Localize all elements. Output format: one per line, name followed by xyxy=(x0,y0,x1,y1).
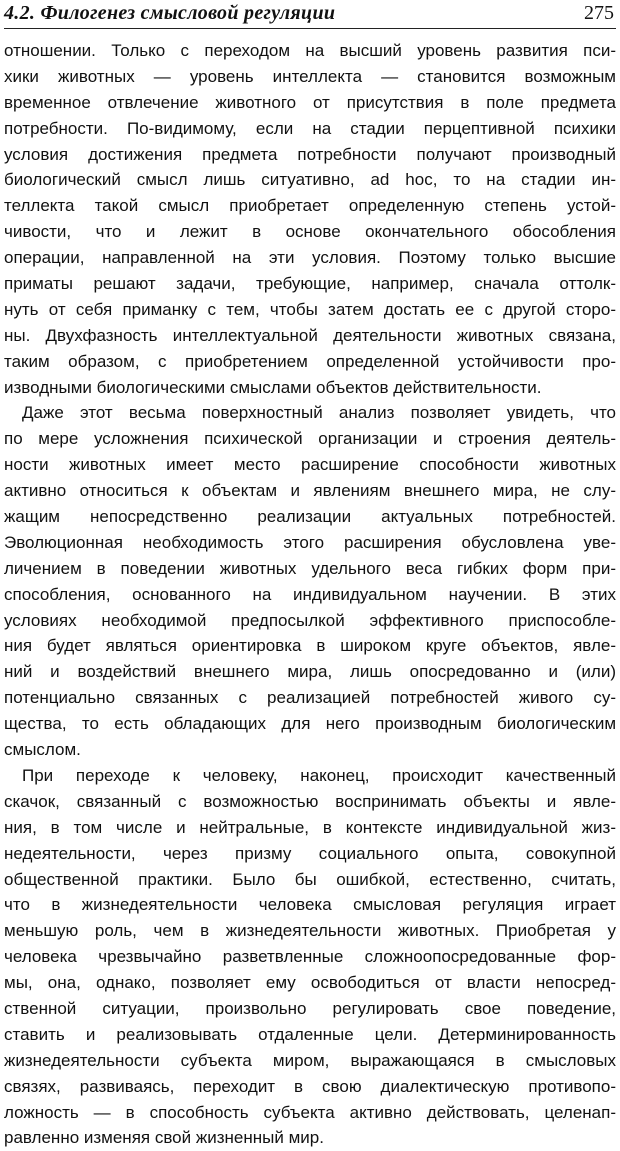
text-line: При переходе к человеку, наконец, происходит качественный xyxy=(22,765,616,785)
text-line: активно относиться к объектам и явлениям внешнего мира, не слу- xyxy=(4,481,616,501)
text-line: человека чрезвычайно разветвленные сложноопосредованные фор- xyxy=(4,947,616,967)
text-line: чивости, что и лежит в основе окончательного обособления xyxy=(4,222,616,242)
text-line: скачок, связанный с возможностью воспринимать объекты и явле- xyxy=(4,791,616,811)
text-line: приматы решают задачи, требующие, например, сначала оттолк- xyxy=(4,274,616,294)
text-line: недеятельности, через призму социального опыта, совокупной xyxy=(4,843,616,863)
text-line: условиях необходимой предпосылкой эффективного приспособле- xyxy=(4,610,616,630)
text-line: мы, она, однако, позволяет ему освободиться от власти непосред- xyxy=(4,973,616,993)
text-line: ложность — в способность субъекта активно действовать, целенап- xyxy=(4,1102,616,1122)
running-header xyxy=(4,2,616,29)
text-line: теллекта такой смысл приобретает определенную степень устой- xyxy=(4,196,616,216)
text-line: ний и воздействий внешнего мира, лишь опосредованно и (или) xyxy=(4,662,616,682)
text-line: по мере усложнения психической организации и строения деятель- xyxy=(4,429,616,449)
text-line: что в жизнедеятельности человека смысловая регуляция играет xyxy=(4,895,616,915)
text-line: жащим непосредственно реализации актуальных потребностей. xyxy=(4,507,616,527)
text-line: условия достижения предмета потребности получают производный xyxy=(4,144,616,164)
text-line: Эволюционная необходимость этого расширения обусловлена уве- xyxy=(4,532,616,552)
page-number: 275 xyxy=(584,2,614,24)
text-line: хики животных — уровень интеллекта — становится возможным xyxy=(4,66,616,86)
text-line: меньшую роль, чем в жизнедеятельности животных. Приобретая у xyxy=(4,921,616,941)
text-line: связях, развиваясь, переходит в свою диалектическую противопо- xyxy=(4,1076,616,1096)
text-line: ния будет являться ориентировка в широком круге объектов, явле- xyxy=(4,636,616,656)
text-line: изводными биологическими смыслами объектов действительности. xyxy=(4,377,542,397)
text-line: Даже этот весьма поверхностный анализ позволяет увидеть, что xyxy=(22,403,616,423)
text-line: операции, направленной на эти условия. Поэтому только высшие xyxy=(4,248,616,268)
text-line: жизнедеятельности субъекта миром, выражающаяся в смысловых xyxy=(4,1050,616,1070)
text-line: ны. Двухфазность интеллектуальной деятельности животных связана, xyxy=(4,325,616,345)
text-line: нуть от себя приманку с тем, чтобы затем достать ее с другой сторо- xyxy=(4,299,616,319)
text-line: ставить и реализовывать отдаленные цели. Детерминированность xyxy=(4,1024,616,1044)
text-line: биологический смысл лишь ситуативно, ad hoc, то на стадии ин- xyxy=(4,170,616,190)
text-line: ности животных имеет место расширение способности животных xyxy=(4,455,616,475)
text-line: общественной практики. Было бы ошибкой, естественно, считать, xyxy=(4,869,616,889)
text-line: временное отвлечение животного от присутствия в поле предмета xyxy=(4,92,616,112)
text-line: отношении. Только с переходом на высший уровень развития пси- xyxy=(4,41,616,60)
text-line: ния, в том числе и нейтральные, в контексте индивидуальной жиз- xyxy=(4,817,616,837)
text-line: смыслом. xyxy=(4,740,81,760)
text-line: потребности. По-видимому, если на стадии перцептивной психики xyxy=(4,118,616,138)
text-line: равленно изменяя свой жизненный мир. xyxy=(4,1128,324,1148)
text-line: таким образом, с приобретением определенной устойчивости про- xyxy=(4,351,616,371)
text-line: потенциально связанных с реализацией потребностей живого су- xyxy=(4,688,616,708)
body-text xyxy=(4,38,616,1151)
text-line: личением в поведении животных удельного веса гибких форм при- xyxy=(4,558,616,578)
text-line: способления, основанного на индивидуальном научении. В этих xyxy=(4,584,616,604)
text-line: ственной ситуации, произвольно регулировать свое поведение, xyxy=(4,998,616,1018)
section-title: 4.2. Филогенез смысловой регуляции xyxy=(4,2,336,24)
text-line: щества, то есть обладающих для него производным биологическим xyxy=(4,714,616,734)
